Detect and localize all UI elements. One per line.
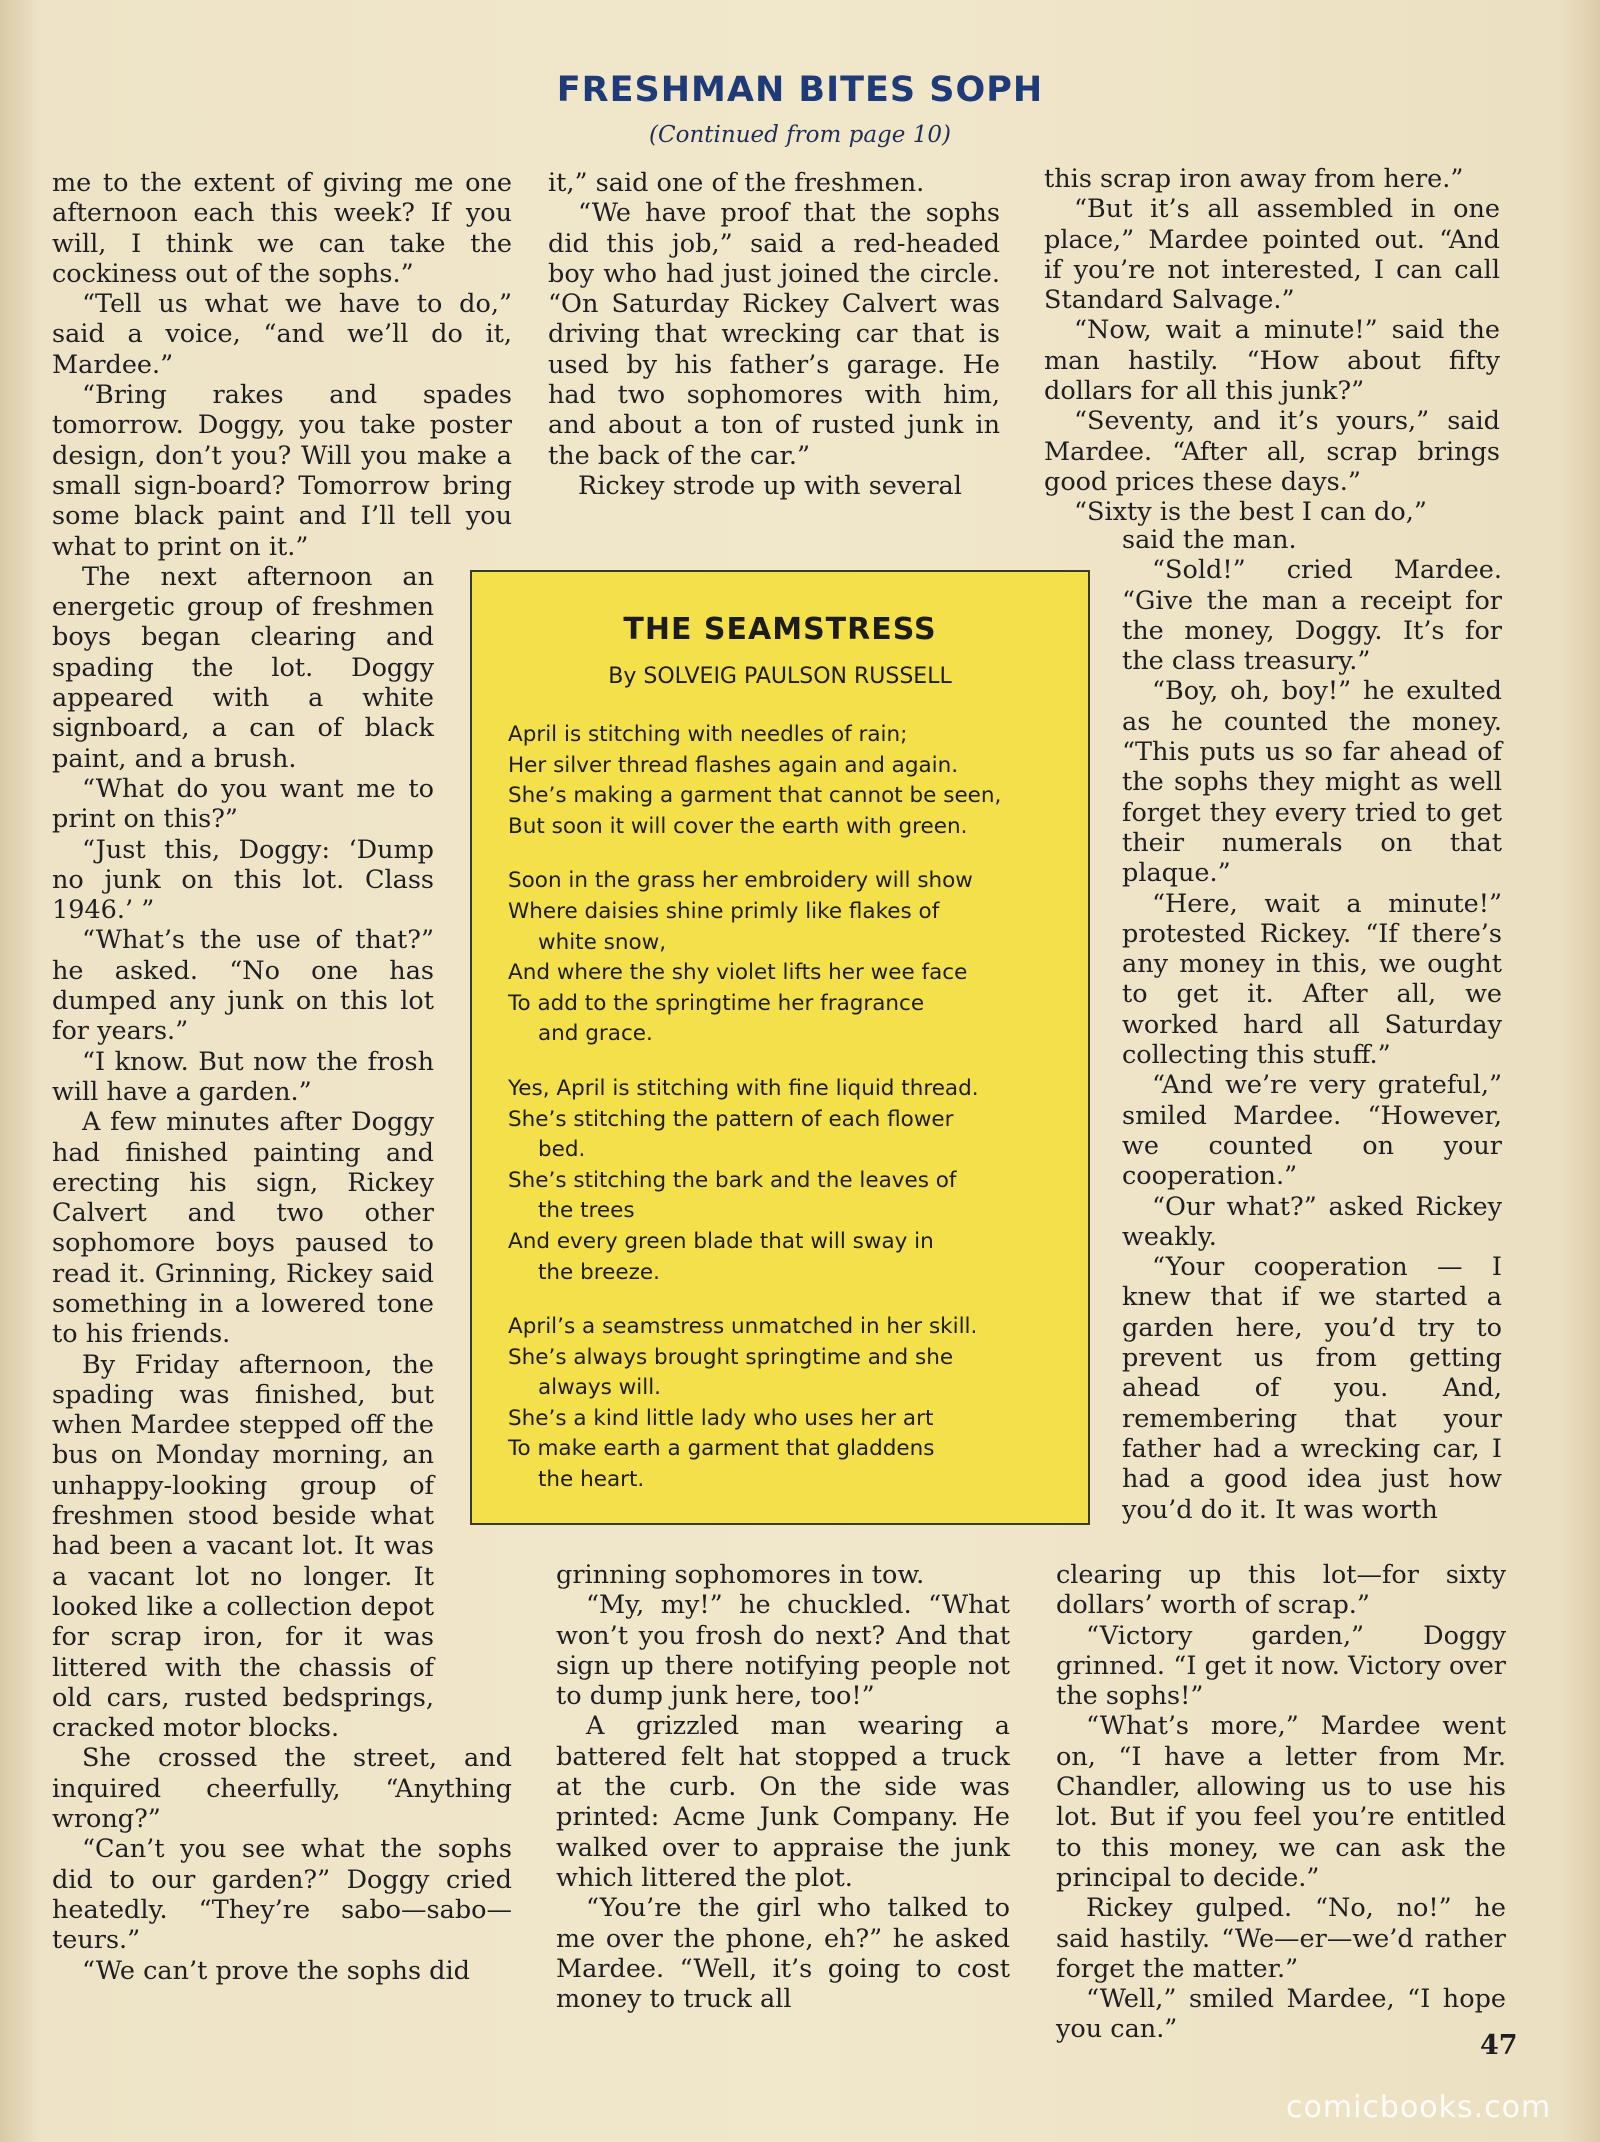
poem-stanza <box>508 720 1068 842</box>
paragraph: “What’s the use of that?” he asked. “No one has dumped any junk on this lot for years.” <box>52 925 434 1047</box>
poem-sidebar <box>470 570 1090 1525</box>
paragraph: “Well,” smiled Mardee, “I hope you can.” <box>1056 1984 1506 2045</box>
poem-line: She’s stitching the pattern of each flower <box>508 1106 954 1132</box>
poem-line: To make earth a garment that gladdens <box>508 1436 935 1462</box>
paragraph: The next afternoon an energetic group of freshmen boys began clearing and spading the lot. Doggy appeared with a white signboard, a can of black paint, and a brush. <box>52 561 434 774</box>
paragraph: Rickey strode up with several <box>578 470 962 501</box>
poem-line: And where the shy violet lifts her wee face <box>508 960 968 986</box>
paragraph: “Now, wait a minute!” said the man hastily. “How about fifty dollars for all this junk?” <box>1044 315 1500 407</box>
paragraph: “Tell us what we have to do,” said a voice, “and we’ll do it, Mardee.” <box>52 289 512 380</box>
poem-line: the heart. <box>538 1467 645 1493</box>
poem-line: Where daisies shine primly like flakes of <box>508 898 940 924</box>
paragraph: it,” said one of the freshmen. <box>548 168 925 198</box>
paragraph: “We have proof that the sophs did this job,” said a red-headed boy who had just joined the circle. “On Saturday Rickey Calvert was driving that wrecking car that is used by his father’s garage. He had two sophomores with him, and about a ton of rusted junk in the back of the car.” <box>548 198 1000 471</box>
poem-byline: By SOLVEIG PAULSON RUSSELL <box>608 664 952 689</box>
paragraph: “I know. But now the frosh will have a garden.” <box>52 1046 434 1107</box>
site-watermark: comicbooks.com <box>1286 2090 1552 2125</box>
text-column-3-bottom <box>1056 1560 1506 2045</box>
paragraph: She crossed the street, and inquired cheerfully, “Anything wrong?” <box>52 1743 512 1835</box>
poem-line: To add to the springtime her fragrance <box>508 990 925 1016</box>
poem-title: THE SEAMSTRESS <box>623 612 937 647</box>
poem-line: the breeze. <box>538 1259 660 1285</box>
paragraph: me to the extent of giving me one afternoon each this week? If you will, I think we can take the cockiness out of the sophs.” <box>52 168 512 289</box>
paragraph: A few minutes after Doggy had finished painting and erecting his sign, Rickey Calvert and two other sophomore boys paused to read it. Grinning, Rickey said something in a lowered tone to his friends. <box>52 1107 434 1350</box>
paragraph: “Boy, oh, boy!” he exulted as he counted the money. “This puts us so far ahead of the sophs they might as well forget they every tried to get their numerals on that plaque.” <box>1122 676 1502 889</box>
paragraph: “Bring rakes and spades tomorrow. Doggy, you take poster design, don’t you? Will you make a small sign-board? Tomorrow bring some black paint and I’ll tell you what to print on it.” <box>52 380 512 562</box>
poem-line: the trees <box>538 1198 635 1224</box>
continued-note: (Continued from page 10) <box>649 122 951 148</box>
paragraph: “Sold!” cried Mardee. “Give the man a receipt for the money, Doggy. It’s for the class treasury.” <box>1122 555 1502 677</box>
paragraph: “Just this, Doggy: ‘Dump no junk on this lot. Class 1946.’ ” <box>52 834 434 926</box>
poem-line: bed. <box>538 1137 586 1163</box>
paragraph: “Here, wait a minute!” protested Rickey. “If there’s any money in this, we ought to get it. After all, we worked hard all Saturday collecting this stuff.” <box>1122 888 1502 1071</box>
poem-line: Yes, April is stitching with fine liquid thread. <box>508 1075 979 1101</box>
paragraph: “Can’t you see what the sophs did to our garden?” Doggy cried heatedly. “They’re sabo—sabo—teurs.” <box>52 1834 512 1956</box>
paragraph: “Seventy, and it’s yours,” said Mardee. “After all, scrap brings good prices these days.” <box>1044 406 1500 497</box>
poem-line: She’s a kind little lady who uses her art <box>508 1405 934 1431</box>
text-column-3-narrow <box>1122 525 1502 1525</box>
paragraph: grinning sophomores in tow. <box>556 1560 925 1590</box>
poem-line: white snow, <box>538 929 667 955</box>
paragraph: “What do you want me to print on this?” <box>52 773 434 835</box>
text-column-1 <box>52 168 512 1986</box>
poem-line: April’s a seamstress unmatched in her skill. <box>508 1314 978 1340</box>
text-column-2-bottom <box>556 1560 1010 2014</box>
poem-stanza <box>508 1074 1068 1288</box>
poem-line: She’s stitching the bark and the leaves of <box>508 1167 957 1193</box>
poem-line: and grace. <box>538 1021 653 1047</box>
paragraph: “Your cooperation — I knew that if we started a garden here, you’d try to prevent us from getting ahead of you. And, remembering that your father had a wrecking car, I had a good idea just how you’d do it. It was worth <box>1122 1252 1502 1525</box>
paragraph: Rickey gulped. “No, no!” he said hastily. “We—er—we’d rather forget the matter.” <box>1056 1893 1506 1984</box>
text-column-2-top <box>548 168 1000 501</box>
poem-line: Her silver thread flashes again and again. <box>508 752 959 778</box>
narrow-text-block <box>52 562 434 1744</box>
text-column-3-top <box>1044 164 1500 528</box>
paragraph: “But it’s all assembled in one place,” Mardee pointed out. “And if you’re not interested, I can call Standard Salvage.” <box>1044 194 1500 316</box>
paragraph: “And we’re very grateful,” smiled Mardee. “However, we counted on your cooperation.” <box>1122 1070 1502 1192</box>
poem-body <box>508 720 1068 1520</box>
paragraph: “Victory garden,” Doggy grinned. “I get it now. Victory over the sophs!” <box>1056 1620 1506 1712</box>
poem-line: But soon it will cover the earth with green. <box>508 813 968 839</box>
poem-line: She’s always brought springtime and she <box>508 1344 954 1370</box>
poem-stanza <box>508 866 1068 1050</box>
paragraph: “Sixty is the best I can do,” <box>1074 497 1427 528</box>
poem-line: She’s making a garment that cannot be seen, <box>508 783 1002 809</box>
paragraph: said the man. <box>1122 525 1297 555</box>
paragraph: clearing up this lot—for sixty dollars’ worth of scrap.” <box>1056 1560 1506 1621</box>
paragraph: A grizzled man wearing a battered felt hat stopped a truck at the curb. On the side was printed: Acme Junk Company. He walked over to appraise the junk which littered the plot. <box>556 1711 1010 1893</box>
paragraph: “We can’t prove the sophs did <box>82 1955 470 1986</box>
paragraph: this scrap iron away from here.” <box>1044 164 1464 194</box>
paragraph: “You’re the girl who talked to me over the phone, eh?” he asked Mardee. “Well, it’s going to cost money to truck all <box>556 1893 1010 2015</box>
poem-line: always will. <box>538 1375 662 1401</box>
poem-line: April is stitching with needles of rain; <box>508 722 908 747</box>
poem-line: And every green blade that will sway in <box>508 1228 934 1254</box>
poem-stanza <box>508 1312 1068 1496</box>
paragraph: “Our what?” asked Rickey weakly. <box>1122 1191 1502 1252</box>
page-number: 47 <box>1480 2030 1518 2061</box>
story-headline: FRESHMAN BITES SOPH <box>556 70 1044 110</box>
paragraph: By Friday afternoon, the spading was finished, but when Mardee stepped off the bus on Monday morning, an unhappy-looking group of freshmen stood beside what had been a vacant lot. It was a vacant lot no longer. It looked like a collection depot for scrap iron, for it was littered with the chassis of old cars, rusted bedsprings, cracked motor blocks. <box>52 1349 434 1744</box>
poem-line: Soon in the grass her embroidery will show <box>508 868 973 894</box>
paragraph: “My, my!” he chuckled. “What won’t you frosh do next? And that sign up there notifying people not to dump junk here, too!” <box>556 1590 1010 1712</box>
paragraph: “What’s more,” Mardee went on, “I have a letter from Mr. Chandler, allowing us to use his lot. But if you feel you’re entitled to this money, we can ask the principal to decide.” <box>1056 1711 1506 1893</box>
